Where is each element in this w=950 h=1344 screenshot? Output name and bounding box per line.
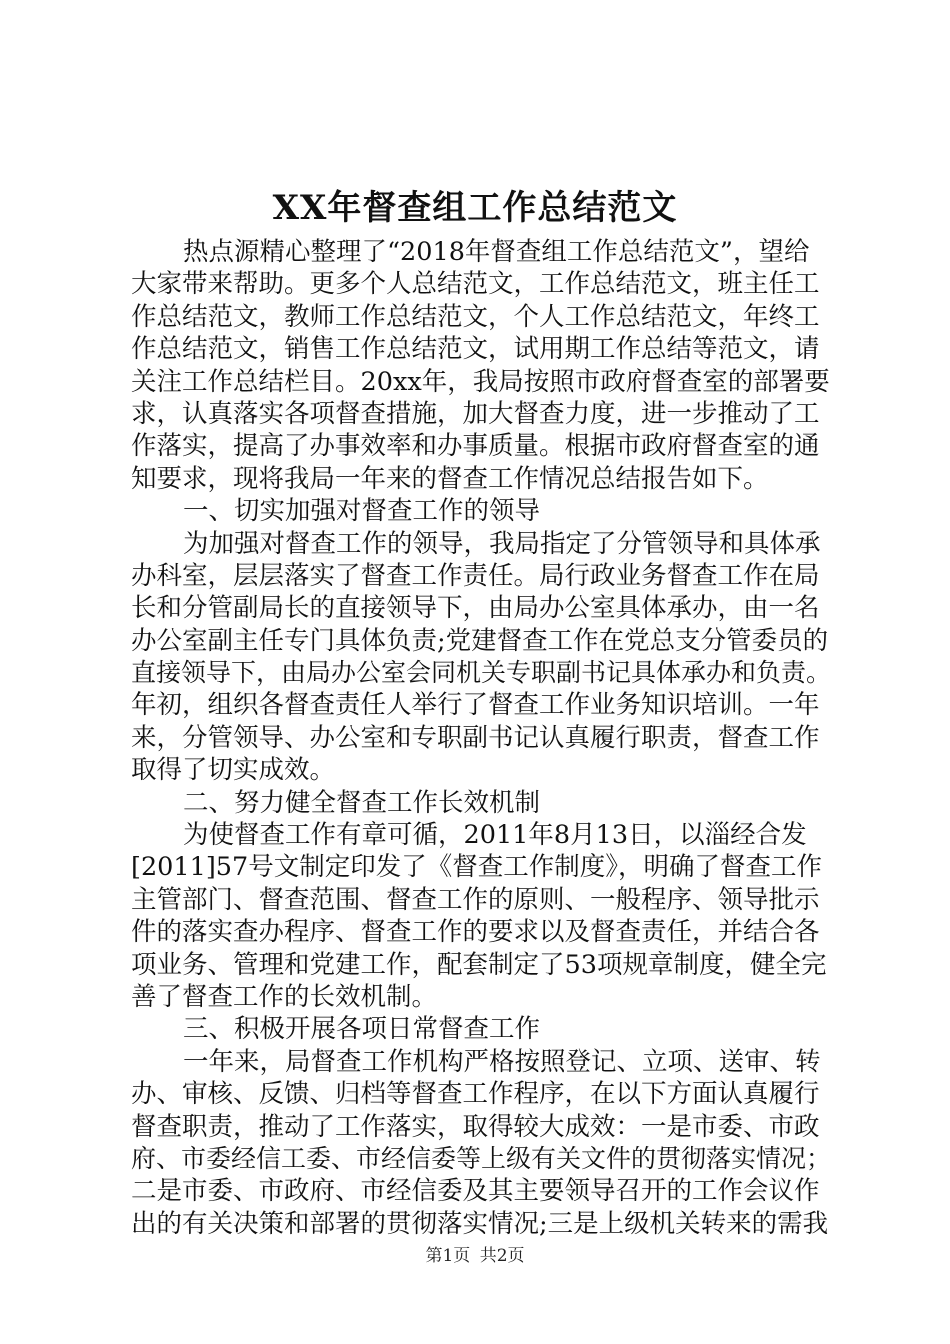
text-line: 大家带来帮助。更多个人总结范文，工作总结范文，班主任工 xyxy=(131,269,820,300)
text-line: 知要求，现将我局一年来的督查工作情况总结报告如下。 xyxy=(131,463,769,494)
text-line: 直接领导下，由局办公室会同机关专职副书记具体承办和负责。 xyxy=(131,658,832,688)
page-total: 共2页 xyxy=(479,1246,525,1266)
text-line: 办科室，层层落实了督查工作责任。局行政业务督查工作在局 xyxy=(131,560,820,591)
text-line: 作总结范文，教师工作总结范文，个人工作总结范文，年终工 xyxy=(131,301,820,332)
text-line: 主管部门、督查范围、督查工作的原则、一般程序、领导批示 xyxy=(131,884,820,915)
text-line: 一、切实加强对督查工作的领导 xyxy=(183,496,541,527)
text-line: 作落实，提高了办事效率和办事质量。根据市政府督查室的通 xyxy=(131,431,820,462)
document-title: XX年督查组工作总结范文 xyxy=(272,188,678,228)
text-line: 二、努力健全督查工作长效机制 xyxy=(183,787,541,818)
text-line: 一年来，局督查工作机构严格按照登记、立项、送审、转 xyxy=(183,1046,821,1077)
text-line: 办公室副主任专门具体负责;党建督查工作在党总支分管委员的 xyxy=(131,625,829,656)
text-line: 督查职责，推动了工作落实，取得较大成效：一是市委、市政 xyxy=(131,1111,820,1142)
text-line: 办、审核、反馈、归档等督查工作程序，在以下方面认真履行 xyxy=(131,1079,820,1110)
text-line: 府、市委经信工委、市经信委等上级有关文件的贯彻落实情况； xyxy=(131,1143,832,1173)
text-line: 三、积极开展各项日常督查工作 xyxy=(183,1014,541,1045)
text-line: 项业务、管理和党建工作，配套制定了53项规章制度，健全完 xyxy=(131,949,827,980)
text-line: 年初，组织各督查责任人举行了督查工作业务知识培训。一年 xyxy=(131,690,820,721)
text-line: 求，认真落实各项督查措施，加大督查力度，进一步推动了工 xyxy=(131,398,820,429)
text-line: 长和分管副局长的直接领导下，由局办公室具体承办，由一名 xyxy=(131,593,820,624)
text-line: 为加强对督查工作的领导，我局指定了分管领导和具体承 xyxy=(183,528,821,559)
text-line: 关注工作总结栏目。20xx年，我局按照市政府督查室的部署要 xyxy=(131,366,830,397)
text-line: 善了督查工作的长效机制。 xyxy=(131,981,438,1012)
page-number: 第1页 xyxy=(425,1246,471,1266)
text-line: 热点源精心整理了“2018年督查组工作总结范文”，望给 xyxy=(183,237,810,267)
document-body xyxy=(131,236,831,1240)
text-line: 为使督查工作有章可循，2011年8月13日，以淄经合发 xyxy=(183,820,807,851)
text-line: 二是市委、市政府、市经信委及其主要领导召开的工作会议作 xyxy=(131,1176,820,1207)
text-line: 作总结范文，销售工作总结范文，试用期工作总结等范文，请 xyxy=(131,334,820,365)
text-line: 件的落实查办程序、督查工作的要求以及督查责任，并结合各 xyxy=(131,917,820,948)
text-line: 取得了切实成效。 xyxy=(131,755,336,786)
page-footer xyxy=(0,1241,950,1266)
text-line: [2011]57号文制定印发了《督查工作制度》，明确了督查工作 xyxy=(131,852,822,883)
text-line: 出的有关决策和部署的贯彻落实情况;三是上级机关转来的需我 xyxy=(131,1208,829,1239)
text-line: 来，分管领导、办公室和专职副书记认真履行职责，督查工作 xyxy=(131,722,820,753)
